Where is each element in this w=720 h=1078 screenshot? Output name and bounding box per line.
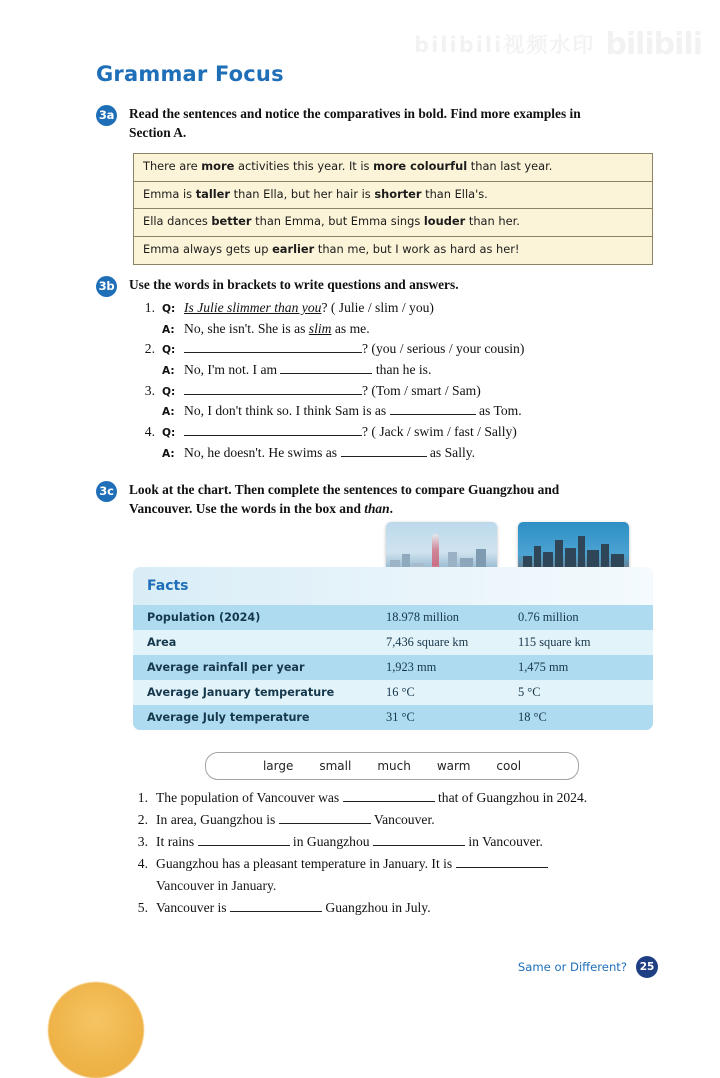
table-row	[133, 705, 653, 730]
activity-badge-3b: 3b	[96, 276, 117, 297]
sentence-1-bold-1: more	[201, 159, 235, 173]
qa-item-2-a-post: than he is.	[372, 361, 432, 377]
activity-3a-prompt-line1: Read the sentences and notice the comparatives in bold. Find more examples in	[129, 106, 581, 121]
sentence-2-bold-2: shorter	[374, 186, 422, 201]
qa-item-2-q-tag: Q:	[162, 344, 176, 357]
completion-sentence-2	[124, 809, 672, 831]
qa-item-1-question	[133, 298, 673, 319]
activity-3c-prompt-line2-pre: Vancouver. Use the words in the box and	[129, 501, 365, 517]
qa-item-4-question	[133, 422, 673, 443]
table-cell-vancouver: 5 °C	[518, 685, 541, 699]
qa-item-1-a-answer[interactable]: slim	[308, 320, 332, 336]
qa-item-3-answer	[133, 401, 673, 422]
qa-item-2-a-blank[interactable]	[280, 373, 372, 374]
qa-item-2-number: 2.	[144, 341, 155, 357]
qa-item-3-a-post: as Tom.	[475, 403, 522, 419]
sentence-2-mid: than Ella, but her hair is	[230, 186, 375, 201]
completion-3-post: in Vancouver.	[464, 834, 543, 850]
qa-item-1-a-pre: No, she isn't. She is as	[184, 320, 309, 336]
activity-3b-prompt: Use the words in brackets to write questions and answers.	[129, 277, 459, 292]
corner-decoration	[48, 982, 144, 1078]
sentence-3-bold-2: louder	[423, 214, 466, 229]
qa-item-4-q-blank[interactable]	[184, 435, 362, 436]
table-cell-guangzhou: 31 °C	[386, 710, 415, 724]
qa-exercise-list	[133, 298, 673, 463]
completion-sentence-3	[124, 831, 672, 853]
completion-2-pre: In area, Guangzhou is	[156, 812, 279, 828]
qa-item-4	[133, 422, 673, 463]
example-sentences-box	[133, 153, 653, 265]
completion-3-blank-1[interactable]	[198, 845, 290, 846]
qa-item-3-q-text	[184, 381, 481, 402]
example-sentence-4	[134, 237, 652, 264]
example-sentence-2	[134, 182, 652, 210]
qa-item-4-q-brackets: ? ( Jack / swim / fast / Sally)	[362, 423, 517, 439]
sentence-3-bold-1: better	[211, 214, 252, 229]
table-row	[133, 605, 653, 630]
completion-2-blank[interactable]	[279, 823, 371, 824]
sentence-4-mid: than me, but I work as hard as her!	[314, 242, 520, 257]
sentence-3-pre: Ella dances	[143, 214, 212, 229]
sentence-1-mid: activities this year. It is	[234, 159, 374, 173]
qa-item-3-q-tag: Q:	[162, 385, 176, 398]
qa-item-1-q-answer[interactable]: Is Julie slimmer than you	[184, 300, 322, 315]
qa-item-1-a-post: as me.	[331, 320, 370, 336]
table-cell-vancouver: 115 square km	[518, 635, 591, 649]
completion-5-number: 5.	[137, 900, 148, 916]
sentence-3-mid: than Emma, but Emma sings	[251, 214, 424, 229]
table-cell-vancouver: 0.76 million	[518, 610, 579, 624]
activity-3c-prompt-line1: Look at the chart. Then complete the sentences to compare Guangzhou and	[129, 482, 560, 497]
facts-table	[133, 567, 653, 730]
qa-item-2-a-tag: A:	[162, 364, 175, 377]
facts-table-header	[133, 567, 653, 605]
word-bank-item-small[interactable]: small	[319, 759, 352, 773]
qa-item-3-a-blank[interactable]	[390, 414, 476, 415]
table-cell-label: Average rainfall per year	[147, 661, 305, 674]
qa-item-3	[133, 381, 673, 422]
bilibili-watermark	[402, 18, 702, 70]
unit-title: Same or Different?	[517, 960, 627, 974]
qa-item-4-a-pre: No, he doesn't. He swims as	[184, 444, 341, 460]
qa-item-4-q-tag: Q:	[162, 426, 176, 439]
table-row	[133, 680, 653, 705]
activity-3b	[96, 275, 656, 294]
word-bank	[205, 752, 579, 780]
completion-4-blank[interactable]	[456, 867, 548, 868]
qa-item-4-number: 4.	[144, 423, 155, 439]
page-footer	[518, 956, 658, 978]
table-row	[133, 630, 653, 655]
activity-3c-prompt-line2-post: .	[389, 501, 393, 517]
qa-item-1-number: 1.	[144, 300, 155, 315]
table-cell-label: Average January temperature	[147, 686, 335, 699]
completion-sentence-1	[124, 787, 672, 809]
sentence-2-bold-1: taller	[195, 186, 231, 201]
qa-item-4-a-blank[interactable]	[341, 456, 427, 457]
completion-3-pre: It rains	[156, 834, 198, 850]
qa-item-4-a-post: as Sally.	[426, 444, 476, 460]
watermark-text: bilibili视频水印	[414, 33, 596, 57]
qa-item-3-q-brackets: ? (Tom / smart / Sam)	[362, 382, 481, 398]
completion-1-post: that of Guangzhou in 2024.	[434, 790, 588, 805]
table-cell-guangzhou: 16 °C	[386, 685, 415, 699]
completion-5-blank[interactable]	[230, 911, 322, 912]
sentence-1-post: than last year.	[467, 159, 553, 173]
qa-item-2-q-brackets: ? (you / serious / your cousin)	[362, 341, 525, 357]
table-cell-label: Average July temperature	[147, 711, 310, 724]
completion-3-body	[156, 831, 672, 853]
qa-item-2-answer	[133, 360, 673, 381]
completion-3-mid: in Guangzhou	[289, 834, 373, 850]
activity-badge-3c: 3c	[96, 481, 117, 502]
word-bank-item-much[interactable]: much	[377, 759, 411, 773]
qa-item-3-a-pre: No, I don't think so. I think Sam is as	[184, 403, 390, 419]
qa-item-1-a-text	[184, 319, 370, 340]
completion-4-pre: Guangzhou has a pleasant temperature in January. It is	[156, 856, 456, 872]
sentence-4-pre: Emma always gets up	[143, 242, 273, 257]
qa-item-4-q-text	[184, 422, 517, 443]
qa-item-1-answer	[133, 319, 673, 340]
page-number-badge: 25	[636, 956, 658, 978]
facts-header-label: Facts	[147, 578, 189, 594]
sentence-4-bold-1: earlier	[272, 242, 315, 257]
qa-item-3-question	[133, 381, 673, 402]
word-bank-item-large[interactable]: large	[262, 759, 294, 773]
qa-item-2-a-pre: No, I'm not. I am	[184, 361, 281, 377]
sentence-2-pre: Emma is	[143, 186, 196, 201]
completion-2-body	[156, 809, 672, 831]
completion-2-number: 2.	[137, 812, 148, 828]
qa-item-3-a-text	[184, 401, 522, 422]
qa-item-2	[133, 339, 673, 380]
completion-1-body	[156, 787, 672, 809]
qa-item-2-q-text	[184, 339, 524, 360]
sentence-1-bold-2: more colourful	[373, 159, 468, 173]
qa-item-3-a-tag: A:	[162, 406, 175, 419]
qa-item-1	[133, 298, 673, 339]
qa-item-4-a-tag: A:	[162, 447, 175, 460]
qa-item-1-q-tag: Q:	[162, 303, 176, 315]
completion-1-blank[interactable]	[343, 801, 435, 802]
completion-2-post: Vancouver.	[370, 812, 435, 828]
qa-item-2-question	[133, 339, 673, 360]
activity-3c-prompt	[129, 480, 656, 518]
table-cell-label: Population (2024)	[147, 611, 261, 624]
bilibili-logo-icon: bilibili	[605, 26, 702, 62]
table-row	[133, 655, 653, 680]
completion-sentence-5	[124, 897, 672, 919]
sentence-1-pre: There are	[143, 159, 202, 173]
table-cell-guangzhou: 18.978 million	[386, 610, 459, 624]
word-bank-item-warm[interactable]: warm	[436, 759, 471, 773]
sentence-3-post: than her.	[465, 214, 520, 229]
qa-item-4-a-text	[184, 443, 475, 464]
activity-badge-3a: 3a	[96, 105, 117, 126]
example-sentence-3	[134, 209, 652, 237]
completion-1-number: 1.	[137, 790, 148, 805]
activity-3c-prompt-italic: than	[364, 501, 390, 517]
completion-5-body	[156, 897, 672, 919]
qa-item-3-number: 3.	[144, 382, 155, 398]
page-title: Grammar Focus	[96, 62, 284, 86]
qa-item-1-q-brackets: ? ( Julie / slim / you)	[321, 300, 434, 315]
qa-item-2-q-blank[interactable]	[184, 352, 362, 353]
completion-sentence-4	[124, 853, 672, 875]
sentence-2-post: than Ella's.	[421, 186, 488, 201]
qa-item-1-a-tag: A:	[162, 323, 175, 336]
completion-3-blank-2[interactable]	[373, 845, 465, 846]
word-bank-item-cool[interactable]: cool	[496, 759, 522, 773]
completion-1-pre: The population of Vancouver was	[156, 790, 343, 805]
qa-item-3-q-blank[interactable]	[184, 394, 362, 395]
table-cell-guangzhou: 1,923 mm	[386, 660, 437, 674]
qa-item-2-a-text	[184, 360, 431, 381]
activity-3a-prompt	[129, 104, 656, 142]
table-cell-vancouver: 1,475 mm	[518, 660, 569, 674]
activity-3a-prompt-line2: Section A.	[129, 125, 187, 141]
table-cell-guangzhou: 7,436 square km	[386, 635, 469, 649]
completion-sentence-list	[124, 787, 672, 919]
completion-5-post: Guangzhou in July.	[322, 900, 431, 916]
completion-3-number: 3.	[137, 834, 148, 850]
qa-item-1-q-text	[184, 298, 434, 319]
completion-4-number: 4.	[137, 856, 148, 872]
completion-4-body	[156, 853, 672, 875]
completion-5-pre: Vancouver is	[156, 900, 230, 916]
table-cell-vancouver: 18 °C	[518, 710, 547, 724]
qa-item-4-answer	[133, 443, 673, 464]
table-cell-label: Area	[147, 636, 177, 649]
completion-4-continuation: Vancouver in January.	[156, 878, 277, 894]
activity-3c	[96, 480, 656, 518]
activity-3a	[96, 104, 656, 142]
example-sentence-1	[134, 154, 652, 182]
